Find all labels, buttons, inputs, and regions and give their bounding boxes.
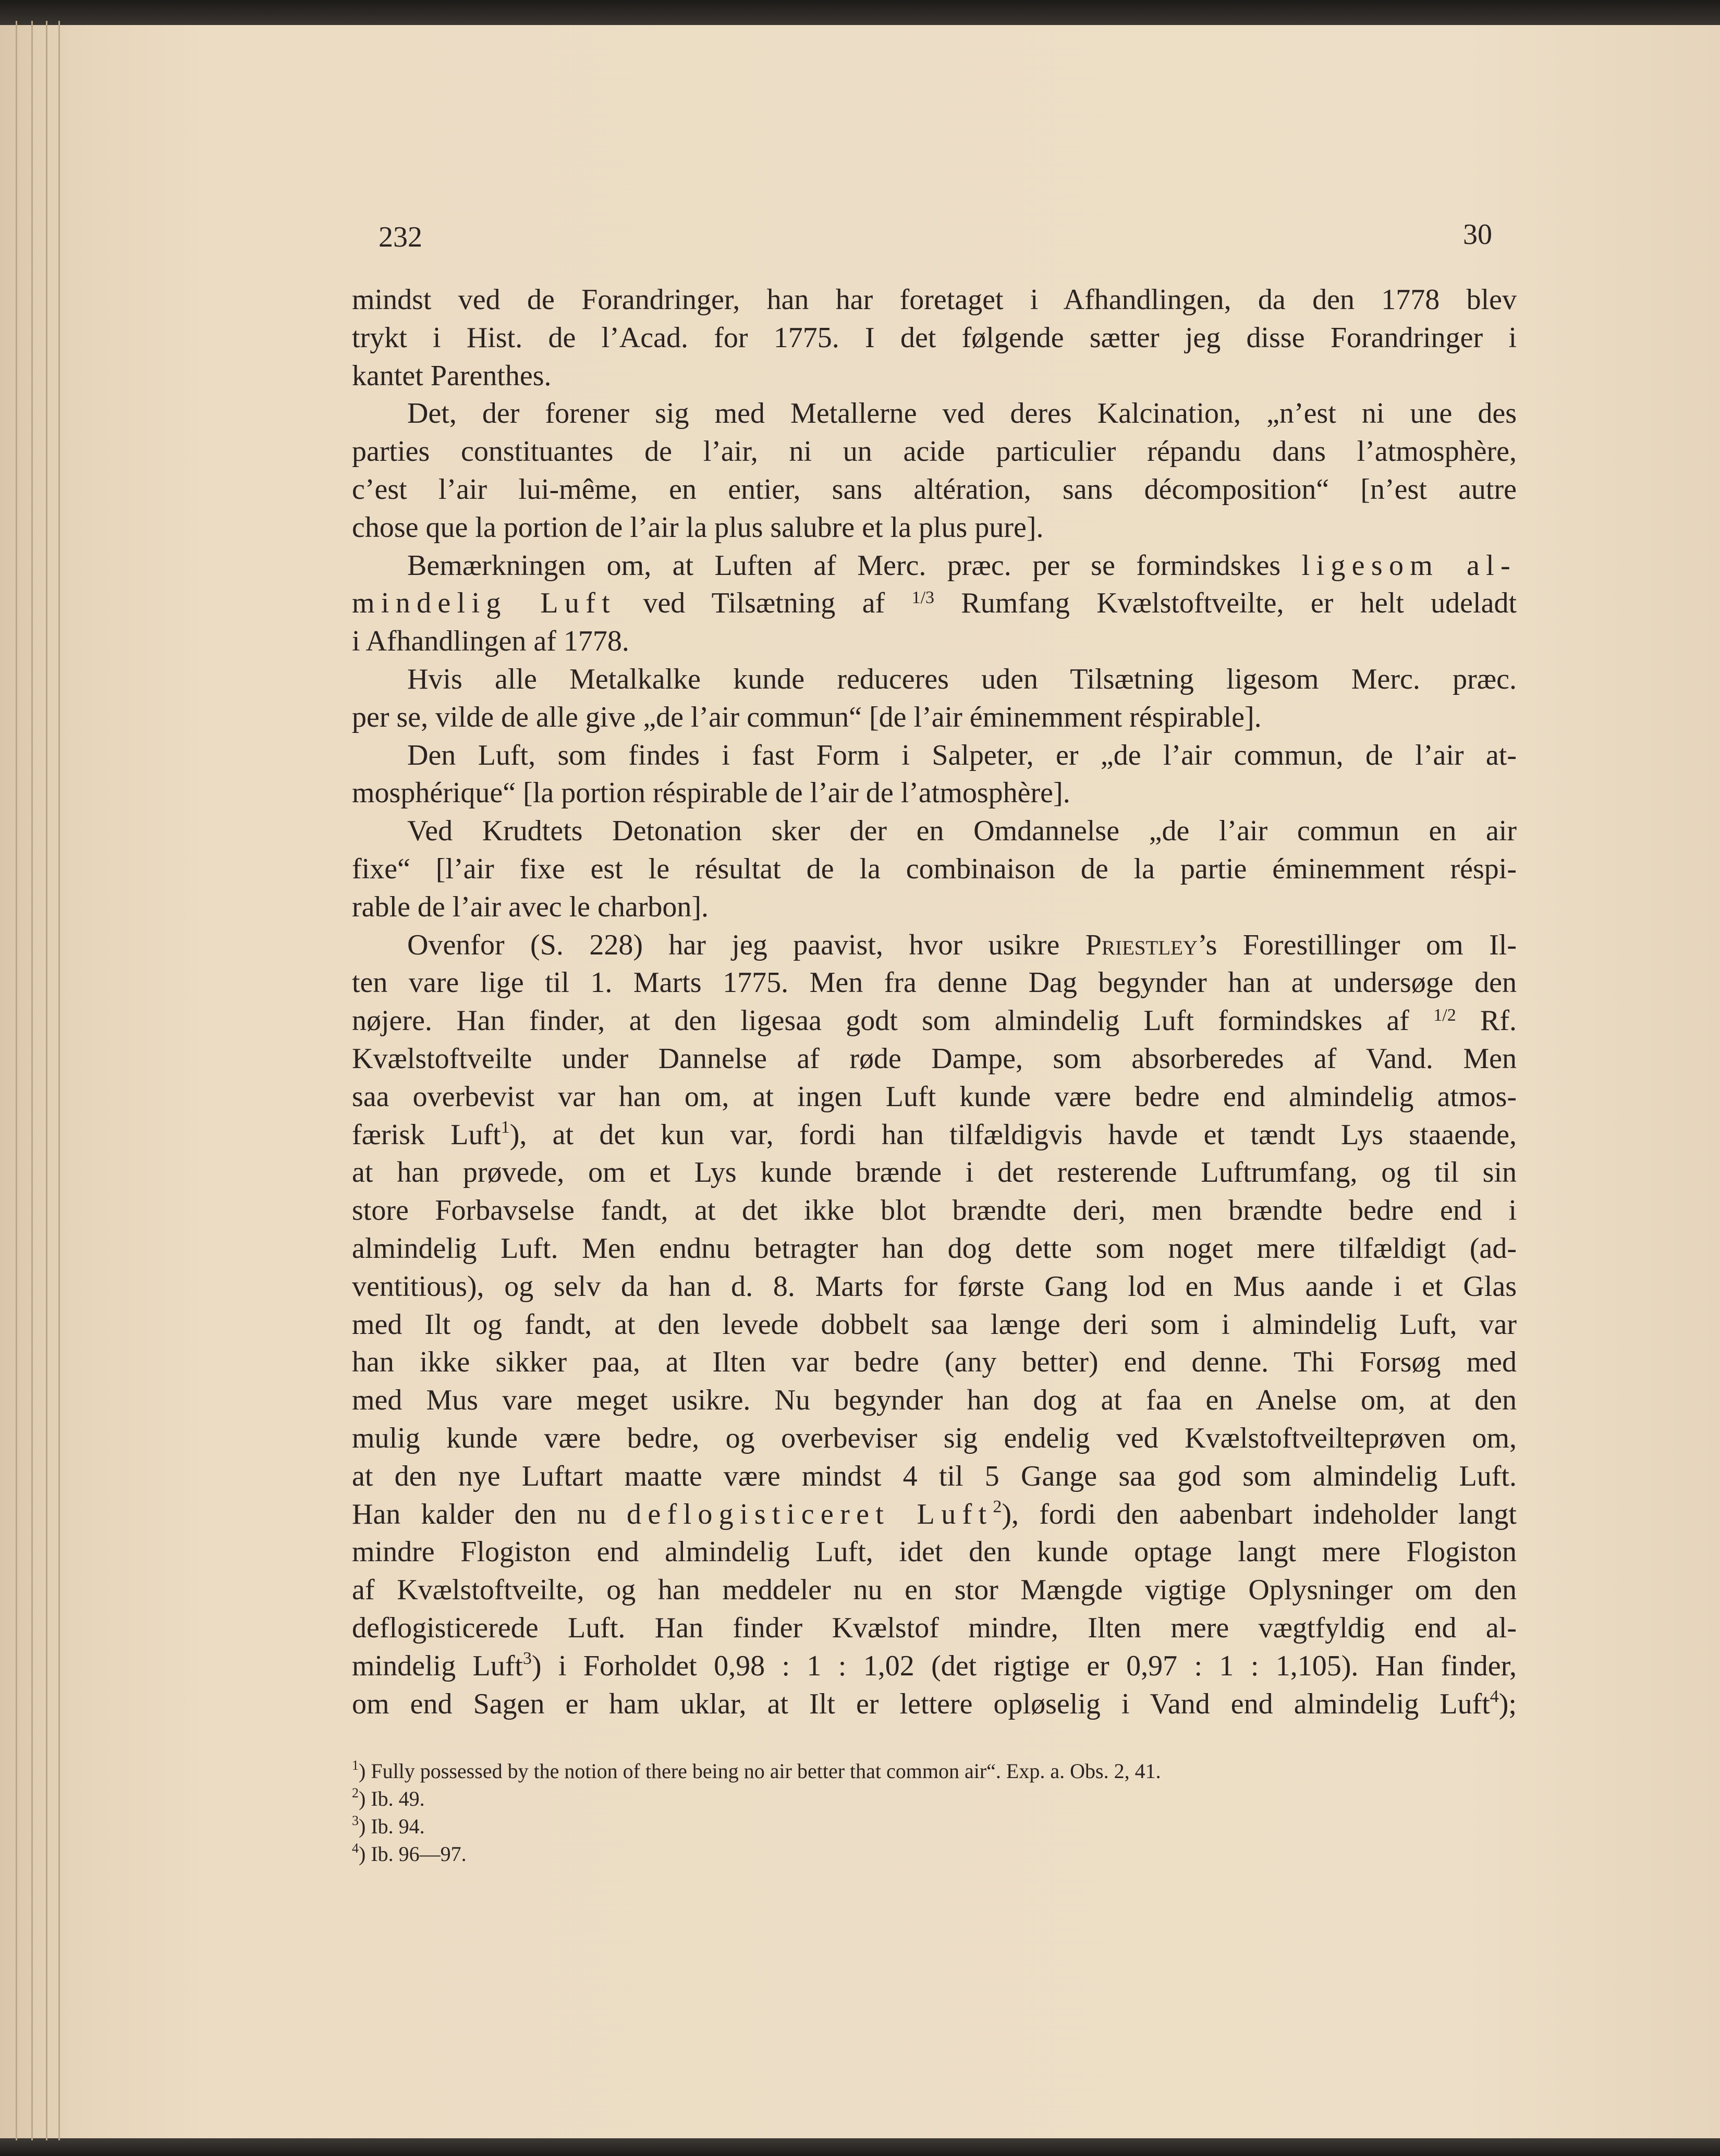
page-number-right: 30 [1463,218,1492,251]
text-line: Den Luft, som findes i fast Form i Salpeter, er „de l’air commun, de l’air at- [407,739,1517,771]
footnote-ref: 2 [993,1497,1002,1516]
page-edge [58,21,60,2140]
text-line: store Forbavselse fandt, at det ikke blot brændte deri, men brændte bedre end i [352,1194,1517,1227]
text-line: mindre Flogiston end almindelig Luft, idet den kunde optage langt mere Flogiston [352,1536,1517,1569]
footnote: $^2$) Ib. 49. [352,1785,425,1810]
footnote-mark: 3 [352,1813,359,1828]
text-line: færisk Luft$^1$), at det kun var, fordi han tilfældigvis havde et tændt Lys staaende, [352,1117,1517,1151]
page-edge [46,21,47,2140]
text-line: per se, vilde de alle give „de l’air commun“ [de l’air éminemment réspirable]. [352,701,1262,733]
text-line: han ikke sikker paa, at Ilten var bedre (any better) end denne. Thi Forsøg med [352,1346,1517,1379]
text-line: rable de l’air avec le charbon]. [352,890,709,923]
fraction: 1/3 [911,588,935,608]
text-line: mindelig Luft$^3$) i Forholdet 0,98 : 1 : 1,02 (det rigtige er 0,97 : 1 : 1,105). Han finder, [352,1648,1517,1682]
text-line: at den nye Luftart maatte være mindst 4 til 5 Gange saa god som almindelig Luft. [352,1460,1517,1492]
text-line: Kvælstoftveilte under Dannelse af røde Dampe, som absorberedes af Vand. Men [352,1043,1517,1075]
text-line: ten vare lige til 1. Marts 1775. Men fra denne Dag begynder han at undersøge den [352,966,1517,999]
text-line: mindst ved de Forandringer, han har foretaget i Afhandlingen, da den 1778 blev [352,284,1517,316]
fraction: 1/2 [1433,1006,1456,1025]
text-line: Han kalder den nu deflogisticeret Luft$^2$), fordi den aabenbart indeholder langt [352,1497,1517,1530]
footnote-ref: 3 [522,1648,532,1668]
text-line: om end Sagen er ham uklar, at Ilt er lettere opløselig i Vand end almindelig Luft$^4$); [352,1686,1517,1720]
text-line: parties constituantes de l’air, ni un acide particulier répandu dans l’atmosphère, [352,435,1517,468]
text-line: Ved Krudtets Detonation sker der en Omdannelse „de l’air commun en air [407,815,1517,848]
text-line: c’est l’air lui-même, en entier, sans altération, sans décomposition“ [n’est autre [352,473,1517,506]
text-line: Det, der forener sig med Metallerne ved deres Kalcination, „n’est ni une des [407,397,1517,430]
page-edge [16,21,17,2140]
text-line: nøjere. Han finder, at den ligesaa godt som almindelig Luft formindskes af $^{1/2}$ Rf. [352,1005,1517,1037]
footnote-mark: 1 [352,1758,359,1773]
page-edge [31,21,33,2140]
text-line: fixe“ [l’air fixe est le résultat de la combinaison de la partie éminemment réspi- [352,853,1517,885]
text-line: i Afhandlingen af 1778. [352,625,629,658]
scan-border-bottom [0,2138,1720,2156]
text-line: med Ilt og fandt, at den levede dobbelt saa længe deri som i almindelig Luft, var [352,1308,1517,1341]
text-line: mosphérique“ [la portion réspirable de l’air de l’atmosphère]. [352,777,1070,810]
page-number-left: 232 [379,221,422,253]
spaced-emphasis: ligesom al- [1301,549,1517,582]
text-line: mulig kunde være bedre, og overbeviser sig endelig ved Kvælstoftveilteprøven om, [352,1422,1517,1454]
spaced-emphasis: deflogisticeret Luft [627,1498,993,1530]
text-line: chose que la portion de l’air la plus salubre et la plus pure]. [352,511,1044,544]
footnote-mark: 4 [352,1841,359,1856]
text-line: mindelig Luft ved Tilsætning af $^{1/3}$ Rumfang Kvælstoftveilte, er helt udeladt [352,587,1517,620]
text-line: med Mus vare meget usikre. Nu begynder han dog at faa en Anelse om, at den [352,1384,1517,1417]
footnote-mark: 2 [352,1785,359,1800]
text-line: almindelig Luft. Men endnu betragter han dog dette som noget mere tilfældigt (ad- [352,1232,1517,1265]
footnote: $^4$) Ib. 96—97. [352,1841,467,1866]
spaced-emphasis: mindelig Luft [352,587,617,620]
text-line: ventitious), og selv da han d. 8. Marts for første Gang lod en Mus aande i et Glas [352,1270,1517,1303]
text-line: Ovenfor (S. 228) har jeg paavist, hvor usikre Priestley’s Forestillinger om Il- [407,928,1517,961]
text-line: kantet Parenthes. [352,359,552,392]
footnote-ref: 4 [1490,1686,1499,1706]
scan-border-top [0,0,1720,25]
text-line: at han prøvede, om et Lys kunde brænde i det resterende Luftrumfang, og til sin [352,1156,1517,1189]
text-line: saa overbevist var han om, at ingen Luft kunde være bedre end almindelig atmos- [352,1080,1517,1113]
footnote-ref: 1 [501,1117,510,1137]
text-line: deflogisticerede Luft. Han finder Kvælstof mindre, Ilten mere vægtfyldig end al- [352,1612,1517,1644]
text-line: Hvis alle Metalkalke kunde reduceres uden Tilsætning ligesom Merc. præc. [407,663,1517,695]
footnote: $^3$) Ib. 94. [352,1813,425,1838]
text-line: Bemærkningen om, at Luften af Merc. præc. per se formindskes ligesom al- [407,549,1517,582]
small-caps-name: Priestley [1085,928,1198,961]
text-line: trykt i Hist. de l’Acad. for 1775. I det følgende sætter jeg disse Forandringer i [352,321,1517,354]
text-line: af Kvælstoftveilte, og han meddeler nu en stor Mængde vigtige Oplysninger om den [352,1574,1517,1607]
footnote: $^1$) Fully possessed by the notion of there being no air better that common air“. Exp. a. Obs. 2, 41. [352,1758,1161,1783]
